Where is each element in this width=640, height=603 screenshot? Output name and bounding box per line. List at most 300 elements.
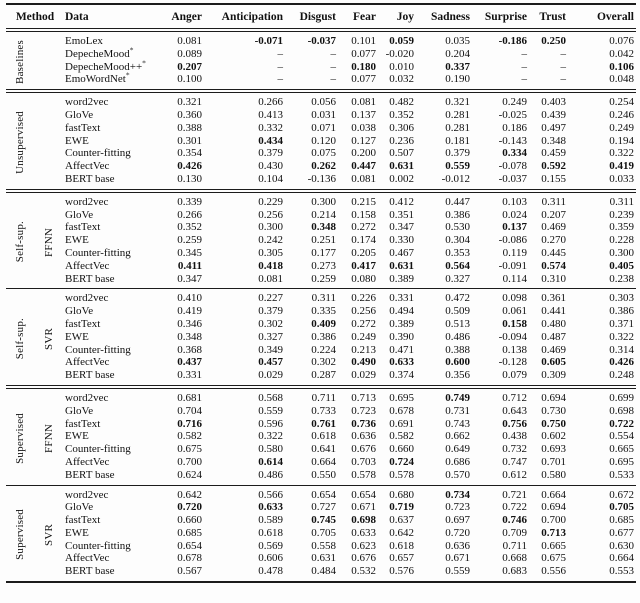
data-source-cell — [64, 469, 170, 485]
data-source-label: word2vec — [65, 96, 109, 109]
value-cell: 0.750 — [541, 417, 566, 430]
value-cell: 0.676 — [351, 443, 376, 456]
value-cell: 0.711 — [311, 391, 336, 404]
data-source-label: GloVe — [65, 208, 94, 221]
table-row — [6, 48, 636, 61]
data-source-label: EWE — [65, 134, 89, 147]
value-cell: 0.386 — [445, 208, 470, 221]
table-row — [6, 305, 636, 318]
table-row — [6, 552, 636, 565]
method-slot — [6, 413, 35, 464]
table-row — [6, 173, 636, 191]
table-row — [6, 344, 636, 357]
data-source-label: EWE — [65, 526, 89, 539]
value-cell: – — [277, 73, 283, 86]
value-cell: 0.048 — [609, 73, 634, 86]
value-cell: 0.686 — [445, 455, 470, 468]
value-cell: 0.654 — [311, 488, 336, 501]
method-cell — [6, 30, 64, 91]
value-cell: 0.693 — [541, 443, 566, 456]
asterisk-marker: * — [129, 45, 134, 55]
value-cell: 0.430 — [258, 160, 283, 173]
data-source-label: word2vec — [65, 391, 109, 404]
value-cell: 0.259 — [177, 234, 202, 247]
value-cell: 0.180 — [351, 60, 376, 73]
value-cell: 0.359 — [609, 221, 634, 234]
column-header-method: Method — [15, 10, 55, 23]
value-cell: 0.327 — [445, 272, 470, 285]
value-cell: 0.678 — [177, 552, 202, 565]
value-cell: 0.509 — [445, 305, 470, 318]
value-cell: 0.698 — [609, 404, 634, 417]
data-source-cell — [64, 565, 170, 582]
value-cell: 0.270 — [541, 234, 566, 247]
value-cell: 0.694 — [541, 501, 566, 514]
value-cell: 0.032 — [389, 73, 414, 86]
method-group-self-sup-svr — [6, 289, 636, 387]
value-cell: 0.567 — [177, 565, 202, 578]
data-source-cell — [64, 209, 170, 222]
data-source-label: BERT base — [65, 272, 115, 285]
value-cell: 0.482 — [389, 96, 414, 109]
table-row — [6, 318, 636, 331]
value-cell: 0.302 — [258, 317, 283, 330]
table-row — [6, 369, 636, 387]
value-cell: 0.736 — [351, 417, 376, 430]
table-row — [6, 273, 636, 289]
model-slot — [35, 424, 64, 453]
data-source-cell — [64, 289, 170, 305]
table-row — [6, 527, 636, 540]
value-cell: 0.559 — [258, 404, 283, 417]
table-row — [6, 418, 636, 431]
data-source-cell — [64, 247, 170, 260]
data-source-label: DepecheMood++ — [65, 60, 143, 73]
value-cell: 0.592 — [541, 160, 566, 173]
value-cell: -0.091 — [498, 259, 527, 272]
method-cell — [6, 485, 64, 582]
value-cell: 0.459 — [541, 147, 566, 160]
value-cell: 0.582 — [389, 430, 414, 443]
data-source-label: BERT base — [65, 565, 115, 578]
value-cell: 0.038 — [351, 121, 376, 134]
value-cell: 0.137 — [351, 108, 376, 121]
header-row — [6, 4, 636, 30]
method-group-self-sup-ffnn — [6, 191, 636, 289]
table-row — [6, 540, 636, 553]
value-cell: -0.025 — [498, 108, 527, 121]
value-cell: – — [560, 73, 566, 86]
value-cell: 0.426 — [177, 160, 202, 173]
value-cell: 0.205 — [351, 246, 376, 259]
value-cell: -0.037 — [307, 35, 336, 47]
table-row — [6, 456, 636, 469]
data-source-cell — [64, 122, 170, 135]
value-cell: 0.574 — [541, 259, 566, 272]
table-row — [6, 221, 636, 234]
table-row — [6, 514, 636, 527]
value-cell: 0.214 — [311, 208, 336, 221]
value-cell: 0.229 — [258, 195, 283, 208]
value-cell: 0.705 — [311, 526, 336, 539]
value-cell: 0.685 — [609, 514, 634, 527]
table-row — [6, 147, 636, 160]
value-cell: 0.642 — [177, 488, 202, 501]
value-cell: 0.081 — [177, 35, 202, 47]
value-cell: 0.633 — [351, 526, 376, 539]
value-cell: 0.311 — [311, 292, 336, 305]
value-cell: 0.181 — [445, 134, 470, 147]
data-source-cell — [64, 405, 170, 418]
data-source-cell — [64, 45, 170, 61]
value-cell: 0.024 — [502, 208, 527, 221]
value-cell: 0.077 — [351, 47, 376, 60]
value-cell: 0.720 — [445, 526, 470, 539]
value-cell: 0.239 — [609, 208, 634, 221]
value-cell: 0.061 — [502, 305, 527, 318]
value-cell: 0.186 — [502, 121, 527, 134]
table-row — [6, 565, 636, 582]
value-cell: 0.158 — [502, 317, 527, 330]
data-source-cell — [64, 356, 170, 369]
value-cell: 0.700 — [541, 514, 566, 527]
value-cell: -0.136 — [307, 172, 336, 185]
value-cell: 0.445 — [541, 246, 566, 259]
column-header-surprise: Surprise — [484, 10, 527, 23]
data-source-cell — [64, 369, 170, 387]
data-source-label: GloVe — [65, 305, 94, 318]
value-cell: 0.486 — [258, 468, 283, 481]
value-cell: 0.727 — [311, 501, 336, 514]
value-cell: 0.568 — [258, 391, 283, 404]
value-cell: 0.204 — [445, 47, 470, 60]
value-cell: 0.412 — [389, 195, 414, 208]
value-cell: 0.339 — [177, 195, 202, 208]
value-cell: 0.513 — [445, 317, 470, 330]
method-slot — [6, 509, 35, 560]
value-cell: – — [277, 47, 283, 60]
value-cell: 0.664 — [609, 552, 634, 565]
column-header-fear: Fear — [353, 10, 376, 23]
table-row — [6, 61, 636, 74]
value-cell: 0.327 — [258, 330, 283, 343]
value-cell: 0.388 — [445, 343, 470, 356]
value-cell: 0.418 — [258, 259, 283, 272]
value-cell: 0.417 — [351, 259, 376, 272]
value-cell: 0.722 — [609, 417, 634, 430]
column-header-data: Data — [65, 10, 89, 23]
value-cell: 0.300 — [311, 195, 336, 208]
value-cell: 0.637 — [389, 514, 414, 527]
value-cell: 0.484 — [311, 565, 336, 578]
value-cell: 0.272 — [351, 221, 376, 234]
data-source-cell — [64, 260, 170, 273]
value-cell: 0.224 — [311, 343, 336, 356]
value-cell: 0.664 — [311, 455, 336, 468]
value-cell: 0.119 — [502, 246, 527, 259]
method-slot — [6, 318, 35, 359]
column-header-overall: Overall — [596, 10, 634, 23]
value-cell: 0.730 — [541, 404, 566, 417]
value-cell: 0.576 — [389, 565, 414, 578]
value-cell: 0.337 — [445, 60, 470, 73]
value-cell: 0.403 — [541, 96, 566, 109]
value-cell: 0.100 — [177, 73, 202, 86]
value-cell: 0.447 — [351, 160, 376, 173]
value-cell: – — [521, 73, 527, 86]
method-slot — [6, 221, 35, 262]
table-row — [6, 91, 636, 109]
data-source-label: word2vec — [65, 195, 109, 208]
data-source-cell — [64, 418, 170, 431]
value-cell: – — [560, 60, 566, 73]
table-row — [6, 289, 636, 305]
value-cell: – — [330, 60, 336, 73]
value-cell: -0.094 — [498, 330, 527, 343]
table-row — [6, 443, 636, 456]
column-header-disgust: Disgust — [299, 10, 336, 23]
value-cell: 0.251 — [311, 234, 336, 247]
value-cell: 0.056 — [311, 96, 336, 109]
value-cell: 0.553 — [609, 565, 634, 578]
value-cell: 0.330 — [389, 234, 414, 247]
value-cell: 0.633 — [389, 356, 414, 369]
value-cell: 0.582 — [177, 430, 202, 443]
value-cell: 0.694 — [541, 391, 566, 404]
value-cell: 0.031 — [311, 108, 336, 121]
table-row — [6, 109, 636, 122]
value-cell: 0.671 — [351, 501, 376, 514]
value-cell: 0.683 — [502, 565, 527, 578]
data-source-label: fastText — [65, 417, 101, 430]
value-cell: – — [560, 47, 566, 60]
value-cell: 0.305 — [258, 246, 283, 259]
data-source-cell — [64, 147, 170, 160]
value-cell: 0.386 — [311, 330, 336, 343]
value-cell: 0.478 — [258, 565, 283, 578]
value-cell: 0.266 — [258, 96, 283, 109]
method-label-wrap — [6, 221, 64, 262]
value-cell: 0.665 — [541, 539, 566, 552]
value-cell: 0.411 — [177, 259, 202, 272]
data-source-label: AffectVec — [65, 455, 110, 468]
value-cell: 0.106 — [609, 60, 634, 73]
value-cell: 0.624 — [177, 468, 202, 481]
value-cell: 0.618 — [311, 430, 336, 443]
value-cell: 0.636 — [445, 539, 470, 552]
data-source-label: Counter-fitting — [65, 443, 131, 456]
method-slot — [6, 40, 35, 84]
value-cell: 0.559 — [445, 160, 470, 173]
value-cell: -0.186 — [498, 35, 527, 47]
model-slot — [35, 228, 64, 257]
value-cell: 0.631 — [311, 552, 336, 565]
method-group-label: Self-sup. — [14, 318, 27, 360]
data-source-label: Counter-fitting — [65, 343, 131, 356]
value-cell: 0.618 — [389, 539, 414, 552]
value-cell: 0.677 — [609, 526, 634, 539]
value-cell: 0.569 — [258, 539, 283, 552]
value-cell: 0.507 — [389, 147, 414, 160]
model-slot — [35, 328, 64, 350]
value-cell: 0.602 — [541, 430, 566, 443]
value-cell: 0.256 — [351, 305, 376, 318]
method-group-unsupervised — [6, 91, 636, 191]
value-cell: 0.281 — [445, 108, 470, 121]
table-row — [6, 260, 636, 273]
value-cell: 0.103 — [502, 195, 527, 208]
value-cell: 0.675 — [541, 552, 566, 565]
data-source-label: fastText — [65, 514, 101, 527]
value-cell: 0.248 — [609, 369, 634, 382]
method-group-label: Baselines — [14, 40, 27, 85]
value-cell: 0.349 — [258, 343, 283, 356]
data-source-label: DepecheMood — [65, 47, 130, 60]
value-cell: 0.467 — [389, 246, 414, 259]
value-cell: 0.354 — [177, 147, 202, 160]
value-cell: 0.137 — [502, 221, 527, 234]
value-cell: 0.410 — [177, 292, 202, 305]
data-source-label: fastText — [65, 317, 101, 330]
value-cell: – — [330, 47, 336, 60]
value-cell: 0.351 — [389, 208, 414, 221]
value-cell: 0.654 — [177, 539, 202, 552]
value-cell: 0.249 — [502, 96, 527, 109]
value-cell: -0.012 — [441, 172, 470, 185]
column-header-joy: Joy — [396, 10, 414, 23]
model-slot — [35, 524, 64, 546]
value-cell: 0.733 — [311, 404, 336, 417]
method-label-wrap — [6, 318, 64, 359]
data-source-label: GloVe — [65, 404, 94, 417]
data-source-cell — [64, 57, 170, 74]
data-source-cell — [64, 160, 170, 173]
value-cell: 0.668 — [502, 552, 527, 565]
value-cell: 0.490 — [351, 356, 376, 369]
value-cell: 0.379 — [258, 305, 283, 318]
value-cell: 0.104 — [258, 172, 283, 185]
table-row — [6, 135, 636, 148]
method-group-baselines — [6, 30, 636, 91]
table-row — [6, 234, 636, 247]
table-row — [6, 191, 636, 209]
value-cell: 0.660 — [389, 443, 414, 456]
value-cell: 0.033 — [609, 172, 634, 185]
asterisk-marker: * — [125, 70, 130, 80]
value-cell: 0.558 — [311, 539, 336, 552]
data-source-cell — [64, 318, 170, 331]
value-cell: 0.272 — [351, 317, 376, 330]
value-cell: 0.002 — [389, 172, 414, 185]
value-cell: 0.676 — [351, 552, 376, 565]
method-group-label: Supervised — [14, 509, 27, 561]
value-cell: 0.494 — [389, 305, 414, 318]
value-cell: 0.724 — [389, 455, 414, 468]
value-cell: 0.678 — [389, 404, 414, 417]
value-cell: 0.631 — [389, 259, 414, 272]
asterisk-marker: * — [142, 57, 146, 67]
value-cell: 0.497 — [541, 121, 566, 134]
data-source-label: Counter-fitting — [65, 246, 131, 259]
data-source-cell — [64, 514, 170, 527]
value-cell: 0.716 — [177, 417, 202, 430]
method-label-wrap — [6, 111, 64, 174]
value-cell: 0.190 — [445, 73, 470, 86]
value-cell: 0.732 — [502, 443, 527, 456]
table-row — [6, 122, 636, 135]
value-cell: 0.273 — [311, 259, 336, 272]
value-cell: 0.254 — [609, 96, 634, 109]
value-cell: 0.029 — [258, 369, 283, 382]
value-cell: 0.029 — [351, 369, 376, 382]
value-cell: 0.633 — [258, 501, 283, 514]
value-cell: 0.389 — [389, 272, 414, 285]
table-row — [6, 73, 636, 91]
table-row — [6, 247, 636, 260]
data-source-label: BERT base — [65, 468, 115, 481]
value-cell: 0.596 — [258, 417, 283, 430]
value-cell: 0.042 — [609, 47, 634, 60]
value-cell: 0.081 — [351, 172, 376, 185]
value-cell: 0.532 — [351, 565, 376, 578]
value-cell: 0.437 — [177, 356, 202, 369]
data-source-cell — [64, 443, 170, 456]
value-cell: 0.643 — [502, 404, 527, 417]
value-cell: 0.711 — [502, 539, 527, 552]
column-header-anticipation: Anticipation — [221, 10, 283, 23]
value-cell: 0.360 — [177, 108, 202, 121]
value-cell: 0.745 — [311, 514, 336, 527]
data-source-cell — [64, 331, 170, 344]
model-type-label: FFNN — [43, 423, 56, 453]
value-cell: 0.386 — [609, 305, 634, 318]
method-group-label: Unsupervised — [14, 111, 27, 174]
value-cell: 0.426 — [609, 356, 634, 369]
value-cell: 0.321 — [177, 96, 202, 109]
value-cell: 0.215 — [351, 195, 376, 208]
data-source-cell — [64, 70, 170, 91]
data-source-cell — [64, 173, 170, 191]
value-cell: 0.719 — [389, 501, 414, 514]
value-cell: 0.352 — [177, 221, 202, 234]
data-source-label: GloVe — [65, 501, 94, 514]
value-cell: 0.287 — [311, 369, 336, 382]
value-cell: 0.756 — [502, 417, 527, 430]
value-cell: 0.487 — [541, 330, 566, 343]
value-cell: 0.550 — [311, 468, 336, 481]
value-cell: 0.438 — [502, 430, 527, 443]
value-cell: 0.075 — [311, 147, 336, 160]
data-source-label: EWE — [65, 430, 89, 443]
value-cell: 0.228 — [609, 234, 634, 247]
value-cell: 0.080 — [351, 272, 376, 285]
value-cell: 0.720 — [177, 501, 202, 514]
value-cell: 0.749 — [445, 391, 470, 404]
data-source-cell — [64, 135, 170, 148]
value-cell: 0.331 — [389, 292, 414, 305]
model-type-label: SVR — [43, 327, 56, 350]
value-cell: 0.158 — [351, 208, 376, 221]
value-cell: 0.256 — [258, 208, 283, 221]
data-source-cell — [64, 552, 170, 565]
value-cell: 0.322 — [609, 330, 634, 343]
value-cell: 0.671 — [445, 552, 470, 565]
table-row — [6, 331, 636, 344]
value-cell: 0.697 — [445, 514, 470, 527]
table-row — [6, 469, 636, 485]
value-cell: 0.242 — [258, 234, 283, 247]
value-cell: 0.368 — [177, 343, 202, 356]
